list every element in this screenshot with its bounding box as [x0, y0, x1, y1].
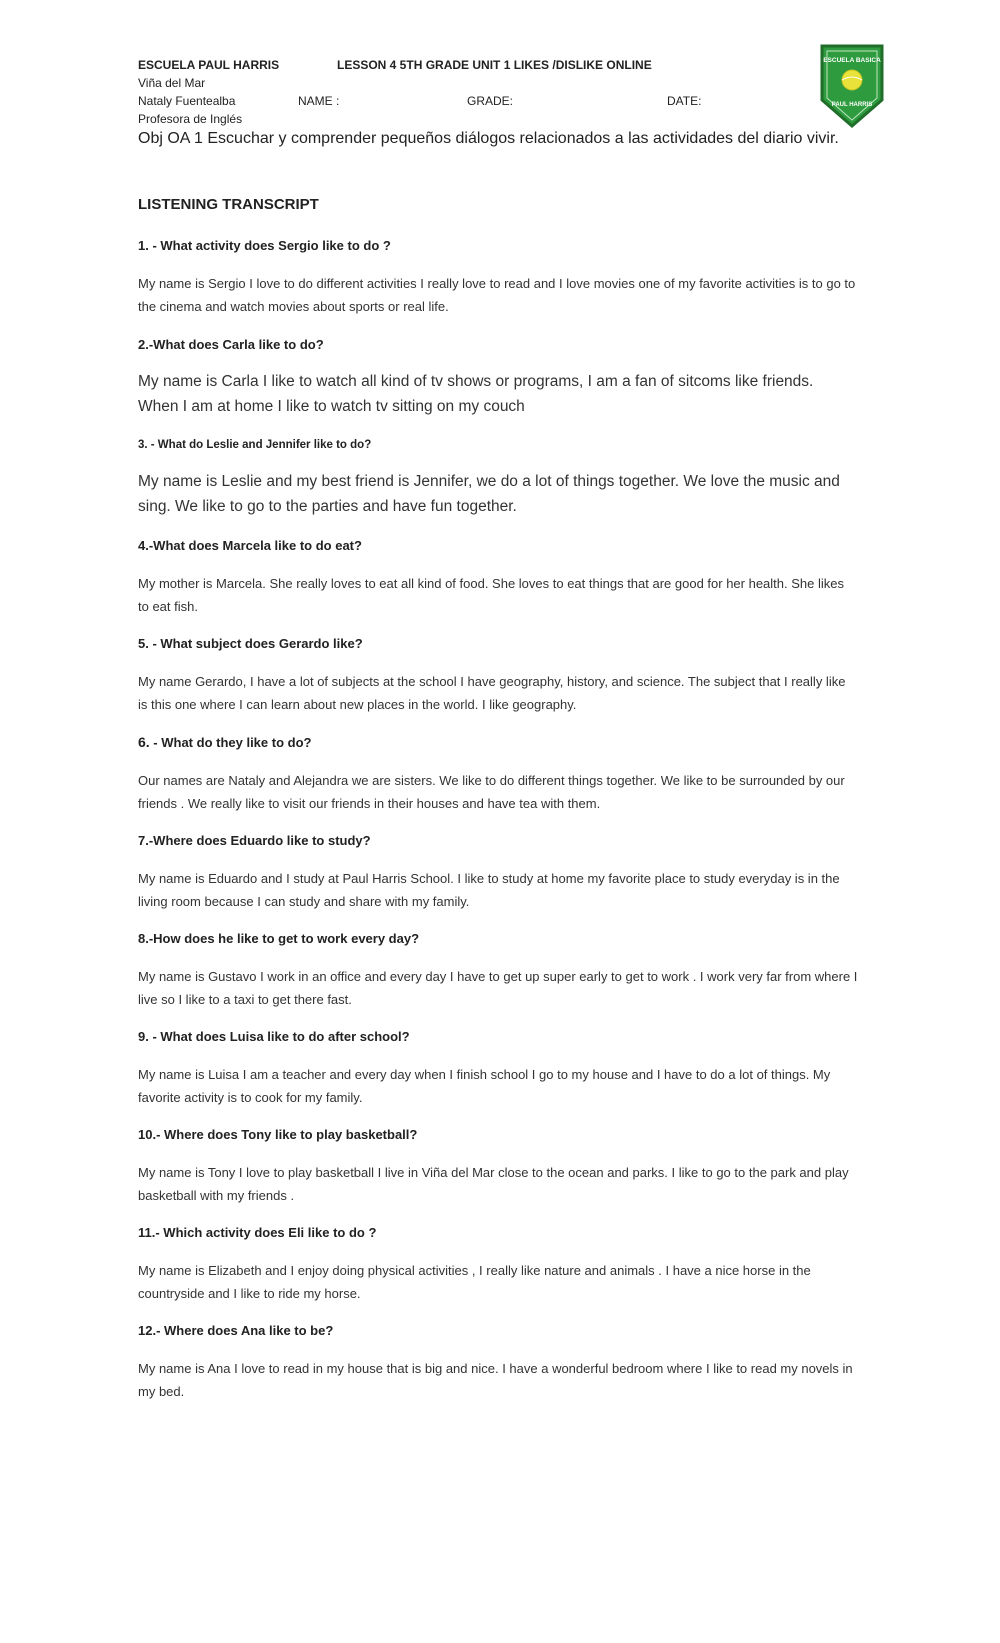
question-text: - What do they like to do?	[149, 735, 312, 750]
answer: Our names are Nataly and Alejandra we are sisters. We like to do different things together. We like to be surrounded by our friends . We really like to visit our friends in their houses and have tea with them.	[138, 773, 845, 811]
question: 9. - What does Luisa like to do after school?	[138, 1029, 410, 1044]
name-label: NAME :	[298, 94, 340, 108]
logo-ball	[842, 70, 862, 90]
transcript-item-10	[138, 1125, 858, 1207]
transcript-item-5	[138, 634, 858, 716]
section-title: LISTENING TRANSCRIPT	[138, 196, 319, 213]
transcript-list	[138, 236, 858, 1403]
question: 12.- Where does Ana like to be?	[138, 1323, 334, 1338]
school-logo	[820, 44, 884, 128]
transcript-item-7	[138, 831, 858, 913]
question: 5. - What subject does Gerardo like?	[138, 636, 363, 651]
answer: My name is Elizabeth and I enjoy doing physical activities , I really like nature and animals . I have a nice horse in the countryside and I like to ride my horse.	[138, 1263, 811, 1301]
answer: My name is Carla I like to watch all kind of tv shows or programs, I am a fan of sitcoms like friends. When I am at home I like to watch tv sitting on my couch	[138, 373, 814, 415]
transcript-item-2	[138, 335, 858, 419]
transcript-item-4	[138, 536, 858, 618]
question: 1. - What activity does Sergio like to do ?	[138, 238, 391, 253]
answer: My name Gerardo, I have a lot of subjects at the school I have geography, history, and science. The subject that I really like is this one where I can learn about new places in the world. I like geography.	[138, 674, 846, 712]
grade-label: GRADE:	[467, 94, 514, 108]
answer: My name is Sergio I love to do different activities I really love to read and I love movies one of my favorite activities is to go to the cinema and watch movies about sports or real life.	[138, 276, 856, 314]
transcript-item-11	[138, 1223, 858, 1305]
city: Viña del Mar	[138, 76, 206, 90]
date-label: DATE:	[667, 94, 702, 108]
logo-top-text: ESCUELA BASICA	[823, 57, 881, 64]
answer: My name is Ana I love to read in my house that is big and nice. I have a wonderful bedroom where I like to read my novels in my bed.	[138, 1361, 853, 1399]
answer: My name is Gustavo I work in an office and every day I have to get up super early to get to work . I work very far from where I live so I like to a taxi to get there fast.	[138, 969, 858, 1007]
teacher-role: Profesora de Inglés	[138, 112, 243, 126]
transcript-item-1	[138, 236, 858, 318]
answer: My name is Eduardo and I study at Paul Harris School. I like to study at home my favorite place to study everyday is in the living room because I can study and share with my family.	[138, 871, 840, 909]
question: 8.-How does he like to get to work every day?	[138, 931, 420, 946]
logo-bottom-text: PAUL HARRIS	[831, 102, 873, 108]
transcript-item-3	[138, 435, 858, 519]
transcript-item-12	[138, 1321, 858, 1403]
answer: My name is Luisa I am a teacher and every day when I finish school I go to my house and I have to do a lot of things. My favorite activity is to cook for my family.	[138, 1067, 831, 1105]
question: 2.-What does Carla like to do?	[138, 337, 324, 352]
school-name: ESCUELA PAUL HARRIS	[138, 58, 280, 72]
lesson-title: LESSON 4 5TH GRADE UNIT 1 LIKES /DISLIKE ONLINE	[337, 58, 652, 72]
answer: My name is Tony I love to play basketball I live in Viña del Mar close to the ocean and parks. I like to go to the park and play basketball with my friends .	[138, 1165, 849, 1203]
question: 10.- Where does Tony like to play basketball?	[138, 1127, 418, 1142]
transcript-item-8	[138, 929, 858, 1011]
transcript-item-6	[138, 732, 858, 815]
question: 4.-What does Marcela like to do eat?	[138, 538, 362, 553]
question: 11.- Which activity does Eli like to do ?	[138, 1225, 377, 1240]
answer: My name is Leslie and my best friend is Jennifer, we do a lot of things together. We love the music and sing. We like to go to the parties and have fun together.	[138, 473, 840, 515]
teacher-name: Nataly Fuentealba	[138, 94, 236, 108]
question	[138, 732, 858, 753]
answer: My mother is Marcela. She really loves to eat all kind of food. She loves to eat things that are good for her health. She likes to eat fish.	[138, 576, 844, 614]
question: 7.-Where does Eduardo like to study?	[138, 833, 371, 848]
objective: Obj OA 1 Escuchar y comprender pequeños diálogos relacionados a las actividades del diario vivir.	[138, 130, 839, 147]
question: 3. - What do Leslie and Jennifer like to do?	[138, 439, 372, 451]
transcript-item-9	[138, 1027, 858, 1109]
question-number: 6.	[138, 734, 150, 750]
